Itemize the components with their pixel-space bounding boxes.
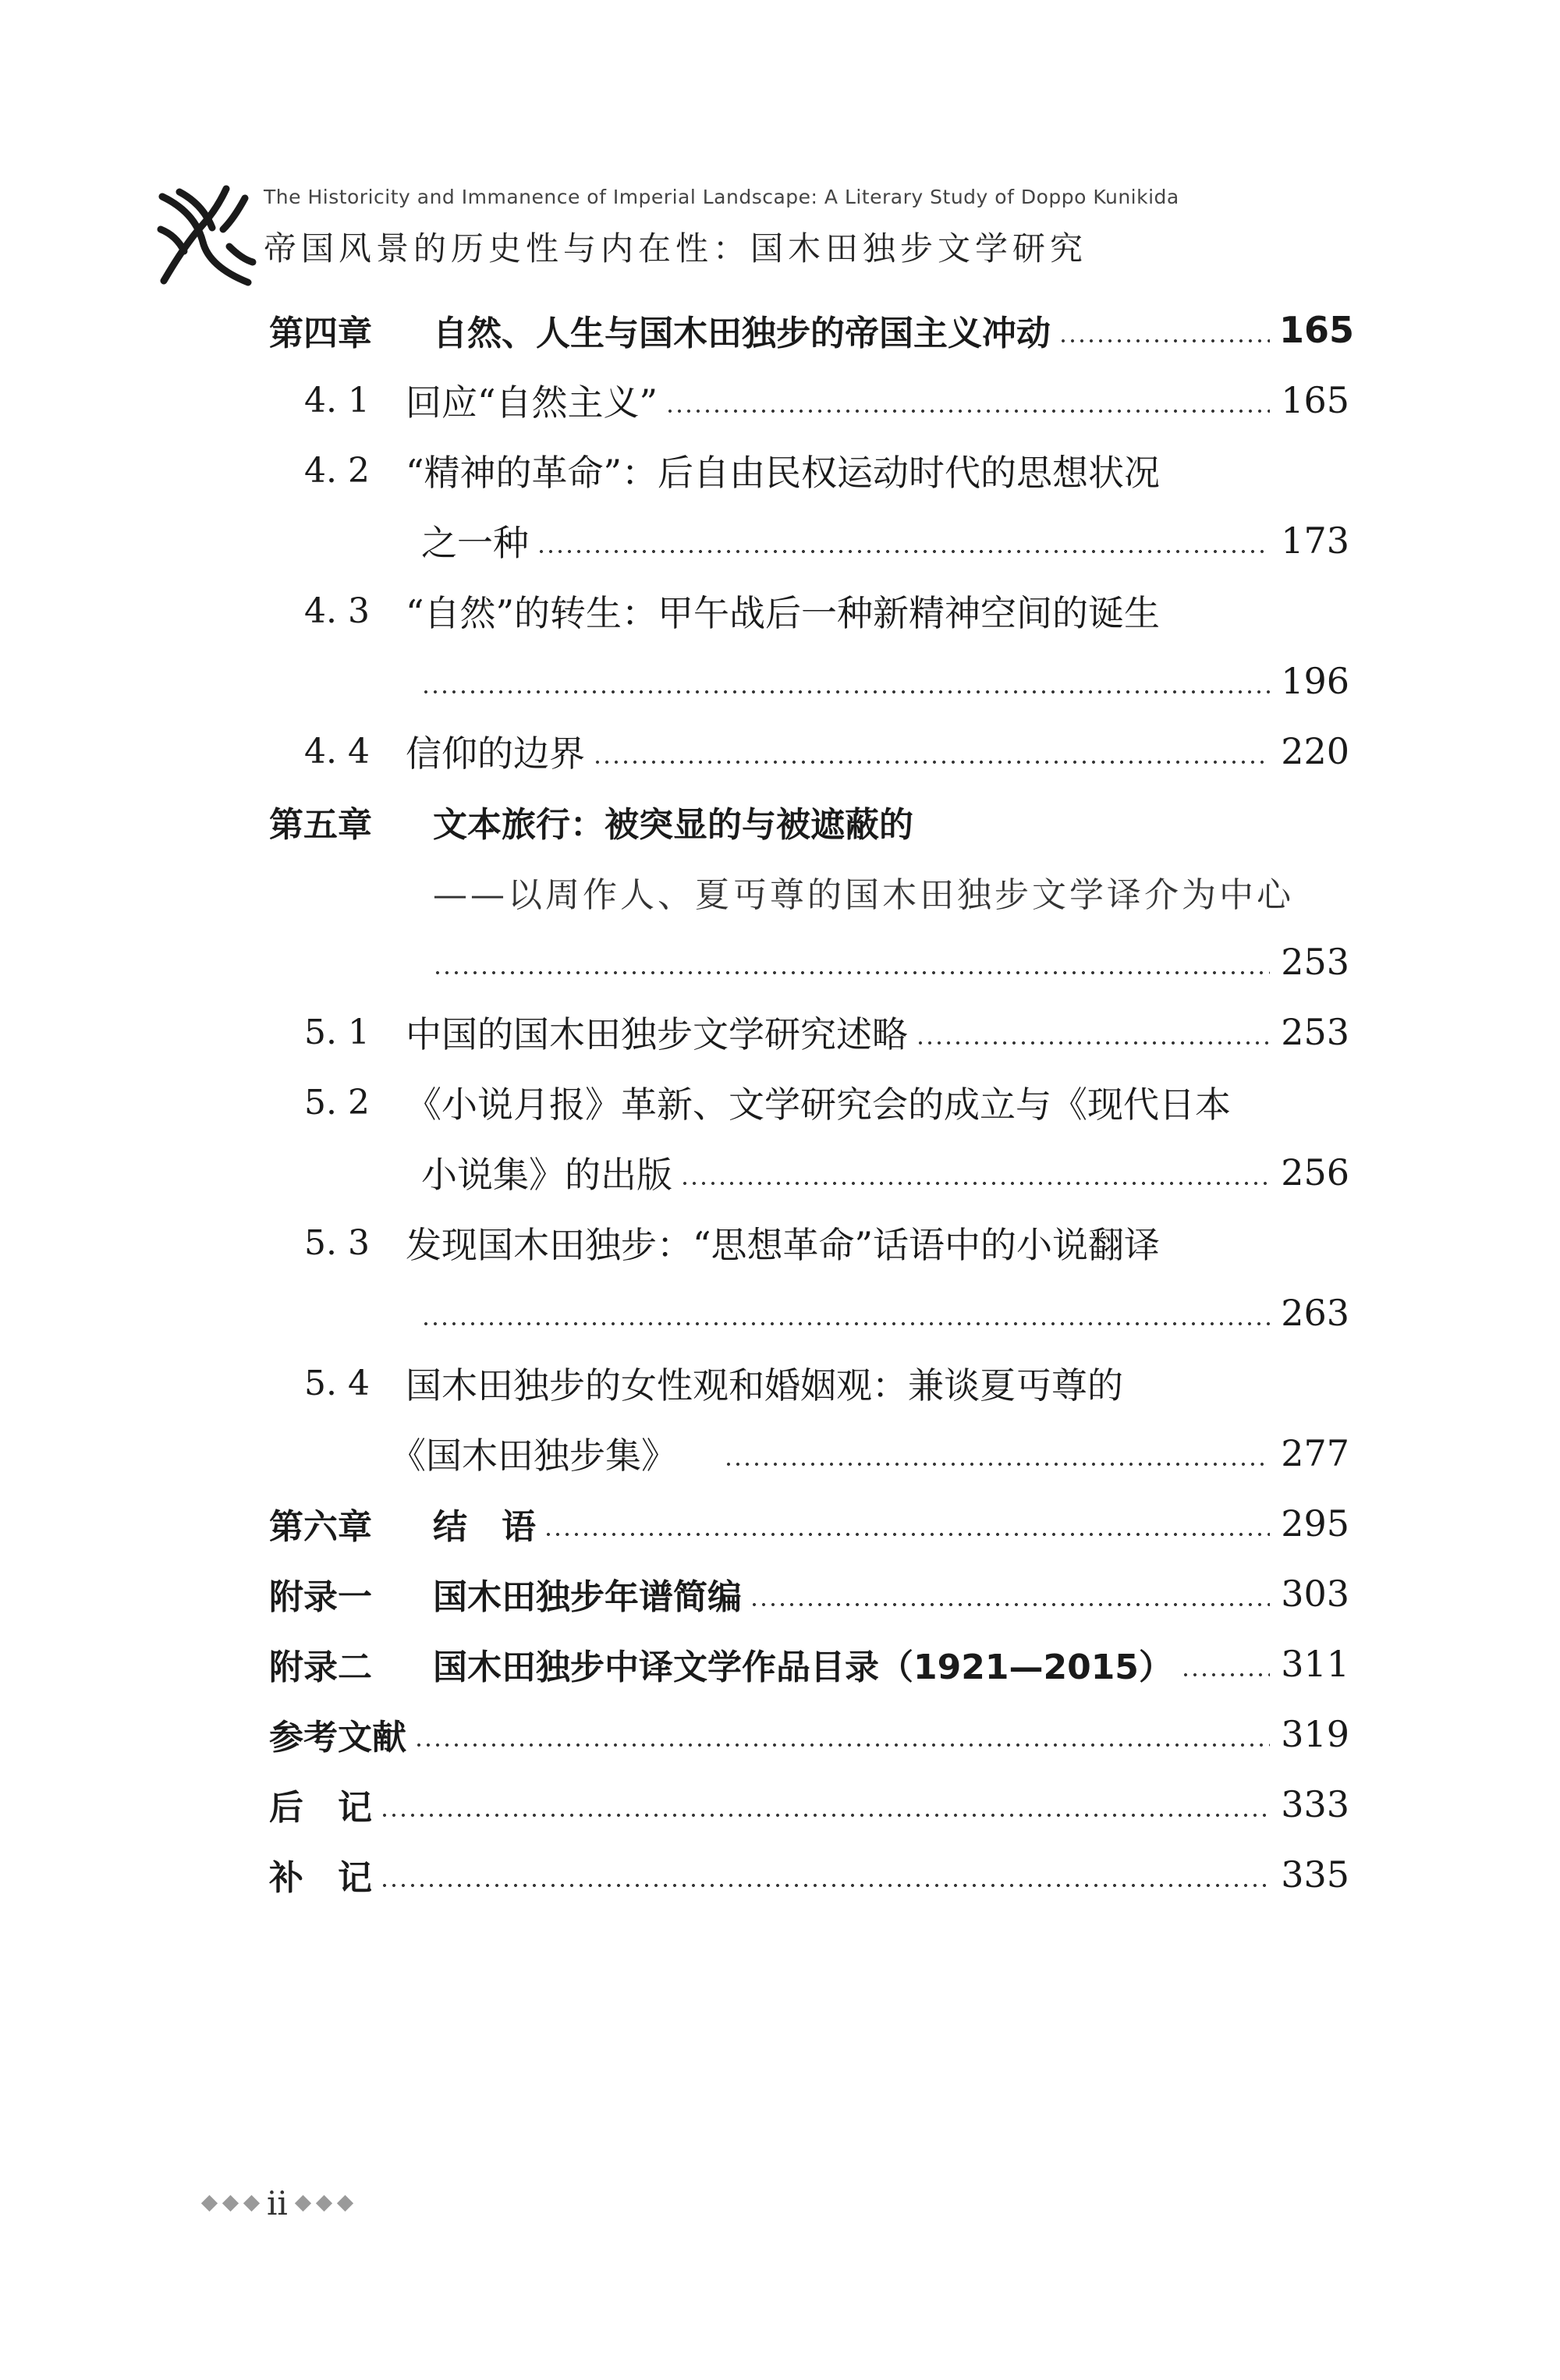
footer-page-number: ii [267,2184,288,2222]
chapter-5-subtitle-line [433,868,1294,915]
page-number: 295 [1281,1502,1349,1545]
dot-leader [916,1009,1270,1055]
page-number: 220 [1281,730,1349,772]
page-number: 335 [1281,1853,1349,1896]
toc-entry-references[interactable] [269,1711,1349,1758]
chapter-title: 结 语 [433,1507,536,1547]
section-title: 回应“自然主义” [406,381,658,424]
chapter-subtitle: ——以周作人、夏丏尊的国木田独步文学译介为中心 [433,875,1294,915]
entry-title: 后 记 [269,1788,372,1828]
toc-entry-section-4-4[interactable] [304,728,1349,775]
appendix-label: 附录二 [269,1648,372,1687]
page-number: 253 [1281,1011,1349,1053]
header-title-chinese: 帝国风景的历史性与内在性：国木田独步文学研究 [264,229,1088,268]
toc-entry-chapter-5[interactable] [269,798,913,845]
page-footer [199,2184,356,2222]
toc-entry-chapter-6[interactable] [269,1500,1349,1547]
chapter-label: 第六章 [269,1507,372,1547]
section-title: “精神的革命”：后自由民权运动时代的思想状况 [406,452,1161,494]
section-number: 4. 1 [304,380,370,420]
chapter-label: 第五章 [269,805,372,845]
section-number: 4. 4 [304,731,370,771]
dot-leader [544,1500,1270,1547]
section-number: 5. 2 [304,1082,370,1123]
page-number: 253 [1281,941,1349,983]
page-number: 165 [1279,309,1355,351]
page-number: 319 [1281,1713,1349,1755]
toc-entry-chapter-4[interactable] [269,307,1355,353]
chapter-title: 自然、人生与国木田独步的帝国主义冲动 [433,314,1051,353]
toc-entry-section-4-3-continued[interactable] [421,658,1349,704]
appendix-title: 国木田独步年谱简编 [433,1577,742,1617]
page-number: 256 [1281,1151,1349,1194]
toc-entry-section-5-4[interactable] [304,1360,1123,1406]
section-title: 发现国木田独步：“思想革命”话语中的小说翻译 [406,1224,1161,1266]
diamond-ornament-icon [295,2195,311,2212]
header-title-english: The Historicity and Immanence of Imperial Landscape: A Literary Study of Doppo Kunikida [264,186,1179,208]
toc-entry-section-5-1[interactable] [304,1009,1349,1055]
page-number: 277 [1281,1432,1349,1474]
dot-leader [680,1149,1270,1196]
page-number: 165 [1281,379,1349,421]
dot-leader [665,377,1270,424]
dot-leader [593,728,1270,775]
section-title-continued: 《国木田独步集》 [390,1435,677,1477]
section-title: “自然”的转生：甲午战后一种新精神空间的诞生 [406,592,1161,634]
toc-entry-appendix-1[interactable] [269,1570,1349,1617]
section-number: 5. 1 [304,1012,370,1052]
dot-leader [380,1851,1270,1898]
dot-leader [421,658,1270,704]
page-number: 196 [1281,660,1349,702]
dot-leader [1058,307,1270,353]
section-number: 4. 3 [304,591,370,631]
diamond-ornament-icon [337,2195,353,2212]
entry-title: 补 记 [269,1858,372,1898]
section-title: 《小说月报》革新、文学研究会的成立与《现代日本 [406,1084,1231,1126]
dot-leader [421,1289,1270,1336]
diamond-ornament-icon [316,2195,332,2212]
toc-entry-postscript[interactable] [269,1851,1349,1898]
page-number: 263 [1281,1292,1349,1334]
page-number: 311 [1281,1643,1349,1685]
section-title: 信仰的边界 [406,732,585,775]
section-title: 中国的国木田独步文学研究述略 [406,1013,908,1055]
appendix-label: 附录一 [269,1577,372,1617]
dot-leader [1181,1640,1270,1687]
toc-entry-section-5-2-continued[interactable] [421,1149,1349,1196]
chapter-label: 第四章 [269,314,372,353]
dot-leader [380,1781,1270,1828]
section-title-continued: 之一种 [421,522,529,564]
toc-entry-appendix-2[interactable] [269,1640,1349,1687]
page-number: 333 [1281,1783,1349,1825]
entry-title: 参考文献 [269,1718,406,1758]
dot-leader [537,517,1270,564]
toc-entry-section-5-3[interactable] [304,1219,1160,1266]
toc-entry-section-4-2[interactable] [304,447,1160,494]
toc-entry-section-4-3[interactable] [304,587,1160,634]
diamond-ornament-icon [243,2195,260,2212]
section-title-continued: 小说集》的出版 [421,1154,672,1196]
diamond-ornament-icon [201,2195,218,2212]
toc-entry-section-5-2[interactable] [304,1079,1231,1126]
dot-leader [724,1430,1270,1477]
toc-entry-section-5-3-continued[interactable] [421,1289,1349,1336]
section-title: 国木田独步的女性观和婚姻观：兼谈夏丏尊的 [406,1364,1123,1406]
page-number: 173 [1281,520,1349,562]
chapter-title: 文本旅行：被突显的与被遮蔽的 [433,805,913,845]
toc-entry-chapter-5-page[interactable] [433,938,1349,985]
toc-entry-section-4-1[interactable] [304,377,1349,424]
dot-leader [414,1711,1270,1758]
section-number: 4. 2 [304,450,370,491]
toc-entry-afterword[interactable] [269,1781,1349,1828]
dot-leader [750,1570,1270,1617]
appendix-title: 国木田独步中译文学作品目录（1921—2015） [433,1648,1173,1687]
section-number: 5. 4 [304,1363,370,1403]
page-number: 303 [1281,1573,1349,1615]
toc-entry-section-4-2-continued[interactable] [421,517,1349,564]
diamond-ornament-icon [222,2195,239,2212]
toc-entry-section-5-4-continued[interactable] [390,1430,1349,1477]
dot-leader [433,938,1270,985]
section-number: 5. 3 [304,1222,370,1263]
